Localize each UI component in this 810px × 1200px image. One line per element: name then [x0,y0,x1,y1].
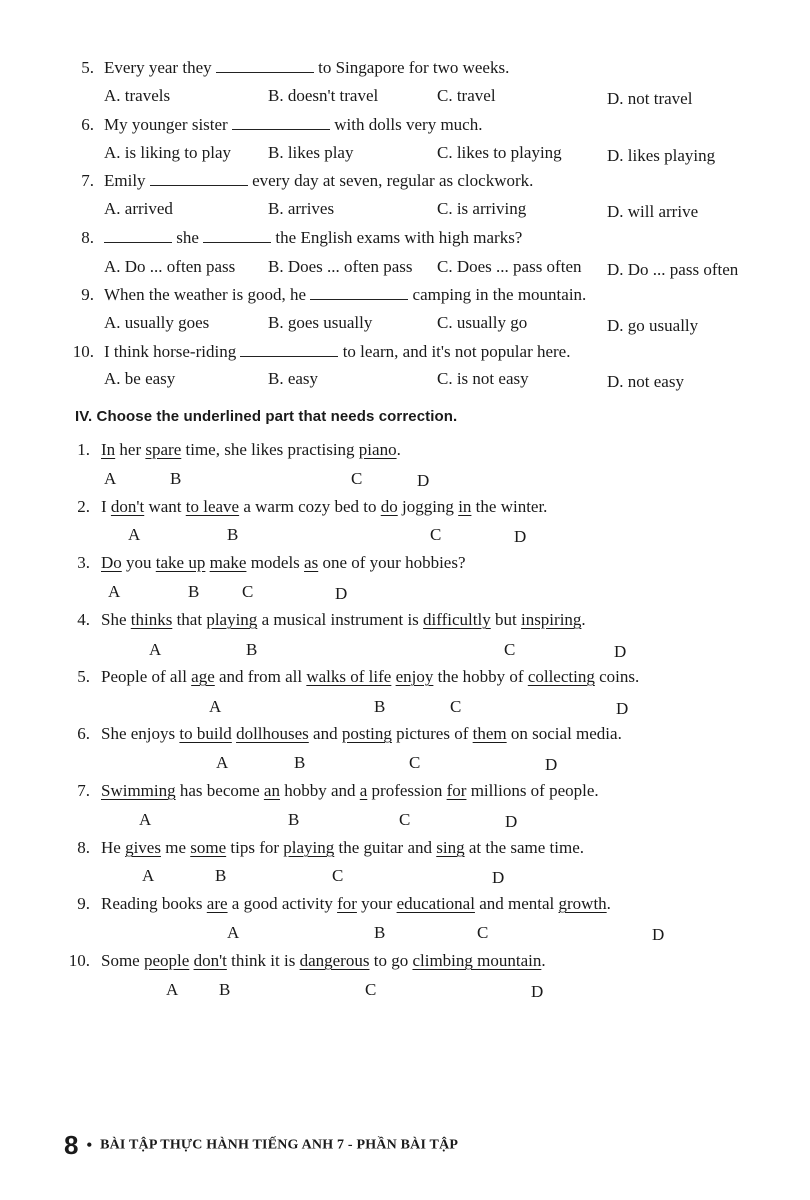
sentence-text [101,951,546,971]
option-letter-d: D [616,699,629,718]
underlined-part: growth [558,894,607,913]
option-letter-a: A [209,697,222,716]
underlined-part: inspiring [520,610,582,629]
answer-option: A. is liking to play [104,143,232,162]
option-letter-d: D [531,982,544,1001]
stem-text: to Singapore for two weeks. [318,58,510,77]
question-number: 10. [72,342,94,361]
sentence-text [101,667,639,687]
sentence-fragment: time, she likes practising [181,440,359,459]
option-letter-c: C [409,753,421,772]
answer-option: B. Does ... often pass [268,257,413,276]
underlined-part: climbing mountain [412,951,542,970]
option-letter-c: C [242,582,254,601]
sentence-fragment: your [356,894,397,913]
underlined-part: collecting [527,667,595,686]
sentence-fragment: but [490,610,521,629]
stem-text: to learn, and it's not popular here. [342,342,571,361]
underlined-part: take up [155,553,206,572]
answer-option: C. travel [437,86,496,105]
question-number: 9. [77,894,90,913]
option-letter-c: C [450,697,462,716]
answer-option: A. be easy [104,369,176,388]
underlined-part: for [337,894,357,913]
stem-text: the English exams with high marks? [275,228,523,247]
question-number: 10. [68,951,90,970]
sentence-fragment: . [396,440,401,459]
underlined-part: them [472,724,507,743]
answer-option: D. go usually [607,316,699,335]
underlined-part: sing [436,838,465,857]
question-number: 7. [81,171,94,190]
option-letter-d: D [614,642,627,661]
sentence-fragment: at the same time. [464,838,585,857]
stem-text: she [176,228,199,247]
question-number: 7. [77,781,90,800]
sentence-fragment: . [541,951,546,970]
option-letter-d: D [514,527,527,546]
option-letter-d: D [545,755,558,774]
sentence-text [101,894,611,914]
sentence-fragment: a good activity [227,894,338,913]
underlined-part: Swimming [101,781,176,800]
underlined-part: playing [283,838,335,857]
underlined-part: make [209,553,247,572]
option-letter-b: B [188,582,200,601]
sentence-fragment: think it is [226,951,300,970]
question-stem [104,342,570,362]
underlined-part: Do [101,553,122,572]
option-letter-d: D [417,471,430,490]
underlined-part: playing [206,610,258,629]
option-letter-a: A [142,866,155,885]
underlined-part: dollhouses [236,724,309,743]
footer-title: BÀI TẬP THỰC HÀNH TIẾNG ANH 7 - PHẦN BÀI TẬP [100,1137,459,1153]
sentence-fragment: and [308,724,342,743]
underlined-part: thinks [130,610,173,629]
sentence-text [101,553,466,573]
underlined-part: age [191,667,215,686]
answer-option: A. usually goes [104,313,210,332]
answer-blank [104,228,172,243]
sentence-fragment: you [121,553,156,572]
answer-option: A. travels [104,86,171,105]
stem-text: When the weather is good, he [104,285,307,304]
underlined-part: to build [179,724,232,743]
stem-text: Every year they [104,58,212,77]
underlined-part: walks of life [306,667,392,686]
option-letter-c: C [430,525,442,544]
option-letter-b: B [215,866,227,885]
underlined-part: people [143,951,190,970]
sentence-fragment: Reading books [101,894,207,913]
answer-blank [240,342,338,357]
answer-option: A. Do ... often pass [104,257,236,276]
sentence-fragment: . [606,894,611,913]
question-stem [104,285,586,305]
sentence-fragment: a musical instrument is [257,610,424,629]
underlined-part: are [206,894,228,913]
option-letter-a: A [139,810,152,829]
answer-option: C. likes to playing [437,143,562,162]
underlined-part: a [359,781,368,800]
sentence-fragment: one of your hobbies? [318,553,466,572]
question-stem [104,228,522,248]
answer-option: B. doesn't travel [268,86,379,105]
sentence-fragment: Some [101,951,144,970]
stem-text: every day at seven, regular as clockwork. [252,171,534,190]
option-letter-a: A [227,923,240,942]
question-number: 2. [77,497,90,516]
sentence-fragment: me [160,838,191,857]
option-letter-b: B [170,469,182,488]
answer-option: D. Do ... pass often [607,260,739,279]
sentence-fragment: and mental [474,894,559,913]
sentence-text [101,838,584,858]
question-stem [104,58,509,78]
sentence-fragment: models [246,553,305,572]
option-letter-d: D [505,812,518,831]
option-letter-b: B [374,697,386,716]
sentence-text [101,610,586,630]
sentence-fragment: that [172,610,207,629]
question-number: 5. [77,667,90,686]
underlined-part: posting [341,724,392,743]
sentence-text [101,724,622,744]
question-stem [104,115,482,135]
sentence-fragment: jogging [397,497,459,516]
option-letter-a: A [104,469,117,488]
sentence-fragment: He [101,838,126,857]
underlined-part: enjoy [395,667,434,686]
underlined-part: don't [193,951,227,970]
sentence-fragment: People of all [101,667,192,686]
answer-option: B. arrives [268,199,335,218]
question-number: 4. [77,610,90,629]
option-letter-a: A [128,525,141,544]
sentence-fragment: to go [369,951,413,970]
question-number: 8. [77,838,90,857]
underlined-part: an [263,781,280,800]
answer-blank [216,58,314,73]
option-letter-a: A [216,753,229,772]
sentence-fragment: want [144,497,186,516]
option-letter-d: D [335,584,348,603]
underlined-part: for [446,781,467,800]
answer-blank [203,228,271,243]
option-letter-b: B [227,525,239,544]
sentence-fragment: the winter. [471,497,548,516]
sentence-fragment: coins. [594,667,640,686]
sentence-fragment: hobby and [279,781,360,800]
underlined-part: spare [145,440,182,459]
footer-bullet: • [86,1136,93,1154]
answer-option: B. likes play [268,143,354,162]
question-number: 9. [81,285,94,304]
option-letter-a: A [166,980,179,999]
underlined-part: gives [125,838,161,857]
sentence-text [101,781,599,801]
answer-option: A. arrived [104,199,173,218]
question-number: 3. [77,553,90,572]
stem-text: camping in the mountain. [412,285,587,304]
underlined-part: don't [110,497,145,516]
sentence-fragment: her [115,440,146,459]
option-letter-c: C [332,866,344,885]
sentence-fragment: . [581,610,586,629]
option-letter-b: B [374,923,386,942]
answer-option: D. not travel [607,89,693,108]
underlined-part: do [380,497,398,516]
sentence-fragment: the guitar and [334,838,437,857]
question-number: 8. [81,228,94,247]
question-number: 1. [77,440,90,459]
sentence-fragment: profession [367,781,447,800]
answer-option: C. is not easy [437,369,529,388]
question-stem [104,171,533,191]
option-letter-c: C [365,980,377,999]
underlined-part: educational [396,894,475,913]
underlined-part: In [101,440,116,459]
answer-option: B. goes usually [268,313,373,332]
answer-blank [150,171,248,186]
underlined-part: some [190,838,227,857]
sentence-fragment: She [101,610,131,629]
option-letter-b: B [219,980,231,999]
sentence-fragment: and from all [214,667,307,686]
sentence-fragment: the hobby of [433,667,528,686]
option-letter-d: D [652,925,665,944]
stem-text: Emily [104,171,146,190]
option-letter-a: A [108,582,121,601]
question-number: 5. [81,58,94,77]
sentence-fragment: millions of people. [466,781,599,800]
option-letter-d: D [492,868,505,887]
option-letter-b: B [294,753,306,772]
sentence-fragment: on social media. [506,724,622,743]
sentence-fragment: a warm cozy bed to [239,497,381,516]
stem-text: I think horse-riding [104,342,237,361]
answer-option: B. easy [268,369,319,388]
question-number: 6. [81,115,94,134]
underlined-part: as [304,553,319,572]
sentence-text [101,497,547,517]
underlined-part: difficultly [423,610,491,629]
answer-option: D. likes playing [607,146,716,165]
underlined-part: dangerous [299,951,370,970]
answer-option: D. not easy [607,372,684,391]
sentence-fragment: pictures of [391,724,473,743]
option-letter-b: B [288,810,300,829]
sentence-fragment: tips for [226,838,284,857]
sentence-fragment: I [101,497,111,516]
answer-option: C. is arriving [437,199,527,218]
answer-option: C. Does ... pass often [437,257,582,276]
sentence-fragment: She enjoys [101,724,180,743]
option-letter-c: C [351,469,363,488]
stem-text: My younger sister [104,115,228,134]
underlined-part: in [458,497,472,516]
option-letter-b: B [246,640,258,659]
page-footer [64,1130,458,1161]
sentence-fragment: has become [175,781,264,800]
answer-blank [310,285,408,300]
sentence-text [101,440,401,460]
option-letter-c: C [504,640,516,659]
section-4-heading: IV. Choose the underlined part that needs correction. [75,408,458,425]
option-letter-a: A [149,640,162,659]
underlined-part: to leave [185,497,240,516]
underlined-part: piano [358,440,397,459]
option-letter-c: C [399,810,411,829]
option-letter-c: C [477,923,489,942]
stem-text: with dolls very much. [334,115,483,134]
page-number: 8 [64,1130,79,1160]
answer-option: D. will arrive [607,202,699,221]
answer-blank [232,115,330,130]
question-number: 6. [77,724,90,743]
answer-option: C. usually go [437,313,528,332]
